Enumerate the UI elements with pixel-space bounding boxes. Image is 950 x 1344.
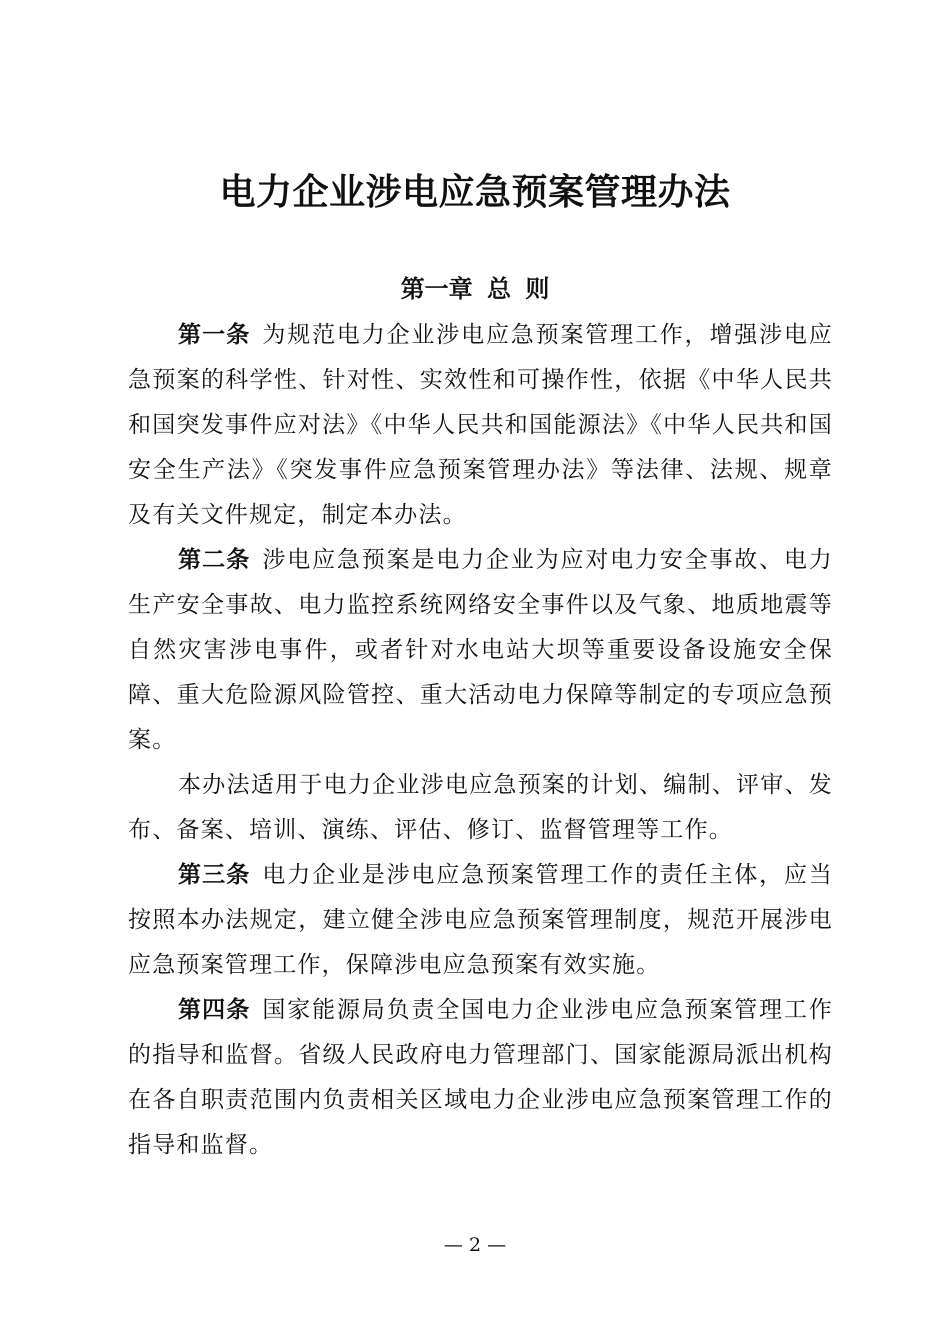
article-1-paragraph xyxy=(128,313,833,538)
page-number: — 2 — xyxy=(443,1234,507,1256)
article-2-paragraph xyxy=(128,538,833,763)
article-3-paragraph xyxy=(128,853,833,988)
body-text xyxy=(128,313,833,1168)
chapter-heading: 第一章 总 则 xyxy=(400,275,550,303)
article-1-label: 第一条 xyxy=(178,322,251,348)
article-2-label: 第二条 xyxy=(178,547,251,573)
scope-text: 本办法适用于电力企业涉电应急预案的计划、编制、评审、发布、备案、培训、演练、评估、修订、监督管理等工作。 xyxy=(128,772,833,843)
article-3-label: 第三条 xyxy=(178,862,251,888)
scope-paragraph xyxy=(128,763,833,853)
article-4-text: 国家能源局负责全国电力企业涉电应急预案管理工作的指导和监督。省级人民政府电力管理部门、国家能源局派出机构在各自职责范围内负责相关区域电力企业涉电应急预案管理工作的指导和监督。 xyxy=(128,997,834,1158)
page-title: 电力企业涉电应急预案管理办法 xyxy=(219,171,731,213)
article-4-label: 第四条 xyxy=(178,997,251,1023)
article-4-paragraph xyxy=(128,988,833,1168)
article-3-text: 电力企业是涉电应急预案管理工作的责任主体，应当按照本办法规定，建立健全涉电应急预案管理制度，规范开展涉电应急预案管理工作，保障涉电应急预案有效实施。 xyxy=(128,862,834,978)
article-1-text: 为规范电力企业涉电应急预案管理工作，增强涉电应急预案的科学性、针对性、实效性和可操作性，依据《中华人民共和国突发事件应对法》《中华人民共和国能源法》《中华人民共和国安全生产法》《突发事件应急预案管理办法》等法律、法规、规章及有关文件规定，制定本办法。 xyxy=(128,322,834,528)
article-2-text: 涉电应急预案是电力企业为应对电力安全事故、电力生产安全事故、电力监控系统网络安全事件以及气象、地质地震等自然灾害涉电事件，或者针对水电站大坝等重要设备设施安全保障、重大危险源风险管控、重大活动电力保障等制定的专项应急预案。 xyxy=(128,547,834,753)
